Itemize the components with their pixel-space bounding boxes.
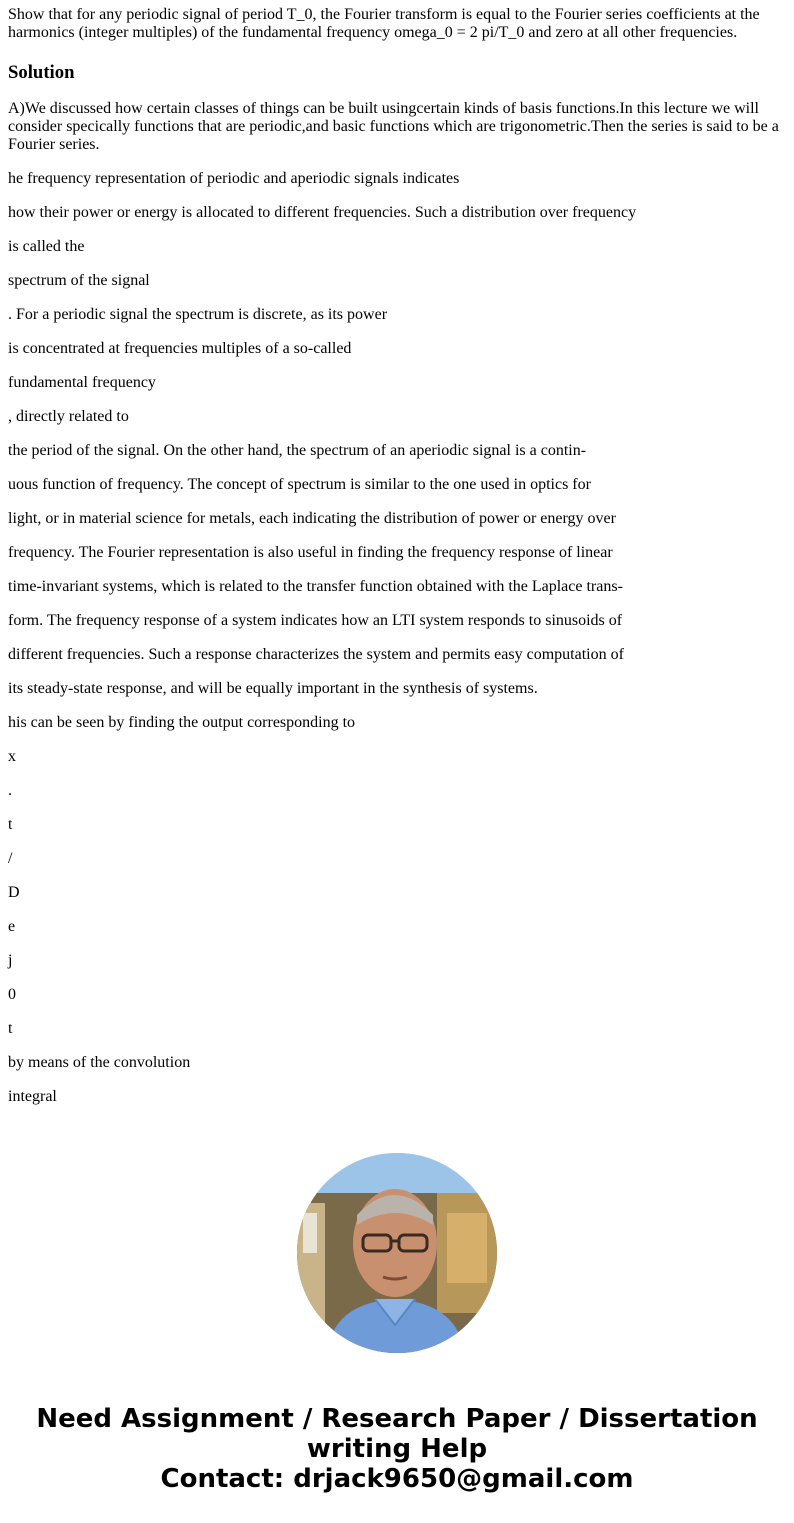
- text-line: form. The frequency response of a system indicates how an LTI system responds to sinusoids of: [8, 612, 623, 629]
- text-line: light, or in material science for metals, each indicating the distribution of power or energy over: [8, 510, 616, 527]
- text-line: . For a periodic signal the spectrum is discrete, as its power: [8, 306, 388, 323]
- text-line: j: [8, 952, 13, 969]
- text-line: .: [8, 782, 12, 799]
- text-line: is called the: [8, 238, 85, 255]
- text-line: the period of the signal. On the other hand, the spectrum of an aperiodic signal is a contin-: [8, 442, 587, 459]
- footer-contact: Contact: drjack9650@gmail.com: [160, 1464, 634, 1494]
- text-line: /: [8, 850, 13, 867]
- text-line: , directly related to: [8, 408, 129, 425]
- intro-paragraph: A)We discussed how certain classes of things can be built usingcertain kinds of basis functions.In this lecture we will consider specically functions that are periodic,and basic functions which are trigonometric.Then the series is said to be a Fourier series.: [8, 100, 779, 153]
- text-line: time-invariant systems, which is related to the transfer function obtained with the Laplace trans-: [8, 578, 623, 595]
- footer-line-1: Need Assignment / Research Paper / Dissertation: [36, 1404, 758, 1434]
- text-line: spectrum of the signal: [8, 272, 150, 289]
- question-text: Show that for any periodic signal of period T_0, the Fourier transform is equal to the Fourier series coefficients at the harmonics (integer multiples) of the fundamental frequency omega_0 = 2 pi/T_0 and zero at all other frequencies.: [8, 6, 760, 41]
- text-line: D: [8, 884, 20, 901]
- author-photo: [297, 1153, 497, 1353]
- text-line: his can be seen by finding the output corresponding to: [8, 714, 356, 731]
- author-avatar: [297, 1153, 497, 1353]
- text-line: 0: [8, 986, 16, 1003]
- footer-banner: [0, 1404, 794, 1494]
- text-line: x: [8, 748, 16, 765]
- text-line: different frequencies. Such a response characterizes the system and permits easy computation of: [8, 646, 624, 663]
- text-line: is concentrated at frequencies multiples of a so-called: [8, 340, 352, 357]
- text-line: t: [8, 816, 13, 833]
- text-line: fundamental frequency: [8, 374, 156, 391]
- solution-lines: [8, 170, 786, 1106]
- text-line: its steady-state response, and will be equally important in the synthesis of systems.: [8, 680, 538, 697]
- text-line: t: [8, 1020, 13, 1037]
- solution-heading: Solution: [8, 62, 75, 83]
- text-line: frequency. The Fourier representation is also useful in finding the frequency response of linear: [8, 544, 613, 561]
- footer-line-2: writing Help: [306, 1434, 488, 1464]
- text-line: how their power or energy is allocated to different frequencies. Such a distribution over frequency: [8, 204, 637, 221]
- text-line: by means of the convolution: [8, 1054, 191, 1071]
- text-line: integral: [8, 1088, 57, 1105]
- text-line: uous function of frequency. The concept of spectrum is similar to the one used in optics for: [8, 476, 591, 493]
- text-line: he frequency representation of periodic and aperiodic signals indicates: [8, 170, 460, 187]
- text-line: e: [8, 918, 16, 935]
